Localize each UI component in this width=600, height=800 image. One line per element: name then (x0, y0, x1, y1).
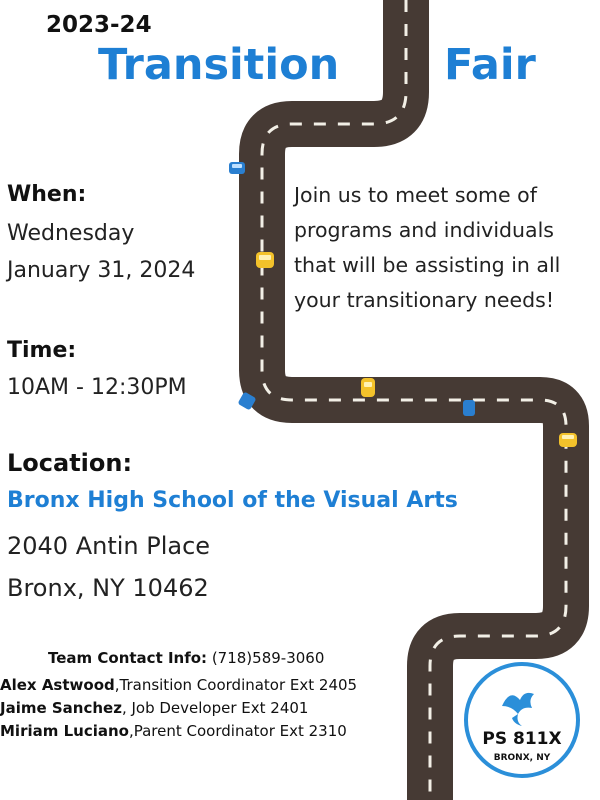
location-label: Location: (7, 449, 133, 477)
contact-person (0, 722, 347, 740)
car-icon-yellow-2 (361, 378, 375, 397)
contact-person (0, 699, 308, 717)
contact-name: Jaime Sanchez (0, 699, 122, 717)
badge-place: BRONX, NY (493, 753, 551, 763)
when-day: Wednesday (7, 221, 135, 246)
join-paragraph (294, 178, 594, 318)
when-date: January 31, 2024 (7, 258, 196, 283)
car-icon-yellow-1 (256, 252, 274, 268)
address-street: 2040 Antin Place (7, 532, 211, 560)
contact-role: ,Transition Coordinator Ext 2405 (114, 676, 358, 694)
time-value: 10AM - 12:30PM (7, 375, 187, 400)
car-icon-blue-1 (229, 162, 245, 174)
when-label: When: (7, 182, 87, 207)
venue-name: Bronx High School of the Visual Arts (7, 488, 458, 513)
join-line: that will be assisting in all (294, 253, 561, 277)
contact-person (0, 676, 357, 694)
join-line: your transitionary needs! (294, 288, 555, 312)
contact-role: ,Parent Coordinator Ext 2310 (128, 722, 347, 740)
join-line: Join us to meet some of (294, 183, 537, 207)
contact-name: Miriam Luciano (0, 722, 129, 740)
year-label: 2023-24 (46, 12, 152, 38)
school-logo-badge (462, 660, 582, 780)
contact-heading: Team Contact Info: (48, 649, 208, 667)
contact-name: Alex Astwood (0, 676, 115, 694)
address-city: Bronx, NY 10462 (7, 574, 209, 602)
car-icon-blue-3 (463, 400, 475, 416)
contact-heading-line (48, 649, 324, 667)
car-icon-yellow-3 (559, 433, 577, 447)
time-label: Time: (7, 338, 77, 363)
title-fair: Fair (444, 40, 536, 90)
badge-name: PS 811X (482, 729, 562, 749)
join-line: programs and individuals (294, 218, 554, 242)
contact-phone: (718)589-3060 (207, 649, 325, 667)
title-transition: Transition (98, 40, 340, 90)
contact-role: , Job Developer Ext 2401 (121, 699, 309, 717)
